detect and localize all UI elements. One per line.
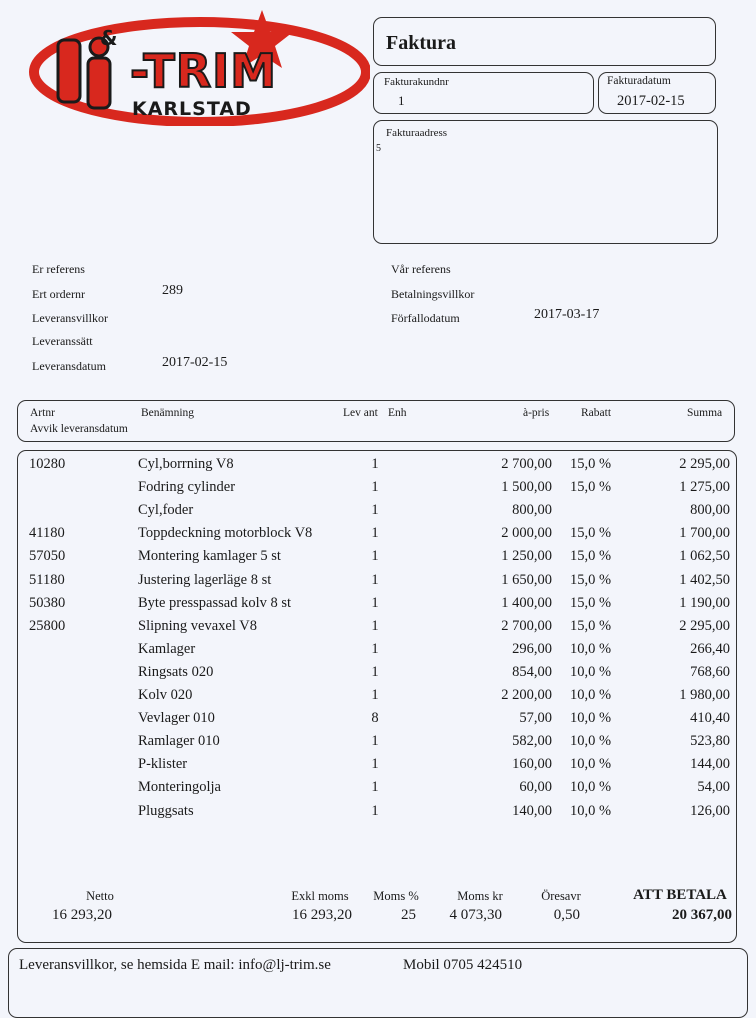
att-betala-label: ATT BETALA <box>633 887 727 903</box>
row-qty: 1 <box>371 594 379 611</box>
logo-amp: & <box>100 26 118 50</box>
row-qty: 1 <box>371 548 379 565</box>
row-name: Pluggsats <box>138 802 194 819</box>
table-row <box>18 548 736 571</box>
row-price: 1 250,00 <box>501 548 552 565</box>
netto-label: Netto <box>86 889 114 903</box>
leveranssatt-label: Leveranssätt <box>32 334 93 348</box>
row-qty: 1 <box>371 779 379 796</box>
att-betala-value: 20 367,00 <box>672 907 732 923</box>
footer-left: Leveransvillkor, se hemsida E mail: info@lj-trim.se <box>19 957 331 973</box>
row-sum: 126,00 <box>690 802 730 819</box>
forfallodatum-label: Förfallodatum <box>391 311 460 325</box>
row-discount: 10,0 % <box>570 779 612 796</box>
table-row <box>18 733 736 756</box>
row-sum: 144,00 <box>690 756 730 773</box>
moms-kr-value: 4 073,30 <box>449 907 502 923</box>
row-price: 296,00 <box>512 640 552 657</box>
moms-kr-label: Moms kr <box>457 889 503 903</box>
row-sum: 2 295,00 <box>679 456 730 472</box>
row-qty: 1 <box>371 640 379 657</box>
table-row <box>18 756 736 779</box>
row-name: Justering lagerläge 8 st <box>138 571 272 588</box>
row-discount: 10,0 % <box>570 640 612 657</box>
row-discount: 15,0 % <box>570 525 612 542</box>
row-qty: 1 <box>371 456 379 472</box>
table-row <box>18 595 736 618</box>
row-discount: 10,0 % <box>570 802 612 819</box>
invoice-address-label: Fakturaadress <box>386 127 448 139</box>
table-row <box>18 502 736 525</box>
row-name: Byte presspassad kolv 8 st <box>138 594 292 611</box>
row-qty: 1 <box>371 571 379 588</box>
row-sum: 1 275,00 <box>679 479 730 496</box>
row-price: 2 700,00 <box>501 456 552 472</box>
row-price: 582,00 <box>512 733 552 750</box>
row-discount: 15,0 % <box>570 456 612 472</box>
row-artnr: 50380 <box>29 594 66 611</box>
row-price: 160,00 <box>512 756 552 773</box>
col-summa: Summa <box>687 407 723 419</box>
logo-trim: -TRIM <box>130 44 278 98</box>
table-row <box>18 641 736 664</box>
table-row <box>18 618 736 641</box>
table-row <box>18 803 736 826</box>
row-price: 60,00 <box>519 779 552 796</box>
customer-no-value: 1 <box>398 93 405 108</box>
row-discount: 15,0 % <box>570 571 612 588</box>
moms-pct-label: Moms % <box>373 889 419 903</box>
row-name: Slipning vevaxel V8 <box>138 617 257 634</box>
row-price: 800,00 <box>512 502 552 519</box>
row-qty: 8 <box>371 710 379 727</box>
row-discount: 10,0 % <box>570 756 612 773</box>
row-sum: 410,40 <box>690 710 730 727</box>
row-sum: 2 295,00 <box>679 617 730 634</box>
row-name: Kamlager <box>138 640 196 657</box>
table-row <box>18 456 736 479</box>
row-qty: 1 <box>371 733 379 750</box>
row-name: Monteringolja <box>138 779 221 796</box>
betalningsvillkor-label: Betalningsvillkor <box>391 287 475 301</box>
row-sum: 1 402,50 <box>679 571 730 588</box>
row-discount: 10,0 % <box>570 710 612 727</box>
leveransdatum-label: Leveransdatum <box>32 359 106 373</box>
leveransvillkor-label: Leveransvillkor <box>32 311 108 325</box>
col-rabatt: Rabatt <box>581 407 612 419</box>
row-name: Cyl,foder <box>138 502 194 519</box>
col-benamning: Benämning <box>141 407 195 419</box>
col-apris: à-pris <box>523 407 550 419</box>
invoice-date-value: 2017-02-15 <box>617 93 685 109</box>
customer-no-label: Fakturakundnr <box>384 76 449 88</box>
table-body <box>17 450 737 943</box>
row-price: 1 500,00 <box>501 479 552 496</box>
row-price: 140,00 <box>512 802 552 819</box>
row-discount: 15,0 % <box>570 594 612 611</box>
row-sum: 1 062,50 <box>679 548 730 565</box>
row-sum: 54,00 <box>697 779 730 796</box>
row-artnr: 10280 <box>29 456 66 472</box>
customer-no-box <box>373 72 594 114</box>
row-name: Toppdeckning motorblock V8 <box>138 525 313 542</box>
row-price: 2 200,00 <box>501 687 552 703</box>
netto-value: 16 293,20 <box>52 907 112 923</box>
row-qty: 1 <box>371 687 379 703</box>
row-sum: 800,00 <box>690 502 730 519</box>
row-name: Kolv 020 <box>138 687 193 703</box>
row-discount: 10,0 % <box>570 663 612 680</box>
table-row <box>18 525 736 548</box>
row-artnr: 51180 <box>29 571 65 588</box>
row-sum: 1 980,00 <box>679 687 730 703</box>
row-sum: 1 700,00 <box>679 525 730 542</box>
row-artnr: 41180 <box>29 525 65 542</box>
er-referens-label: Er referens <box>32 262 85 276</box>
row-name: Ramlager 010 <box>138 733 220 750</box>
ert-ordernr-label: Ert ordernr <box>32 287 85 301</box>
row-sum: 523,80 <box>690 733 730 750</box>
row-price: 2 700,00 <box>501 617 552 634</box>
table-row <box>18 572 736 595</box>
forfallodatum-value: 2017-03-17 <box>534 307 600 322</box>
row-discount: 10,0 % <box>570 733 612 750</box>
invoice-address-value: 5 <box>376 143 381 154</box>
var-referens-label: Vår referens <box>391 262 451 276</box>
invoice-date-box <box>598 72 716 114</box>
row-sum: 1 190,00 <box>679 594 730 611</box>
exkl-moms-value: 16 293,20 <box>292 907 352 923</box>
col-avvik: Avvik leveransdatum <box>30 423 128 435</box>
row-discount: 15,0 % <box>570 479 612 496</box>
row-qty: 1 <box>371 663 379 680</box>
table-row <box>18 687 736 710</box>
invoice-title: Faktura <box>386 32 456 54</box>
oresavr-value: 0,50 <box>553 907 580 923</box>
col-levant: Lev ant <box>343 407 378 419</box>
col-enh: Enh <box>388 407 407 419</box>
ert-ordernr-value: 289 <box>162 283 183 298</box>
invoice-date-label: Fakturadatum <box>607 75 671 87</box>
table-row <box>18 664 736 687</box>
row-name: Ringsats 020 <box>138 663 214 680</box>
row-price: 1 400,00 <box>501 594 552 611</box>
table-row <box>18 479 736 502</box>
footer-right: Mobil 0705 424510 <box>403 957 523 973</box>
company-logo <box>20 8 370 126</box>
row-qty: 1 <box>371 802 379 819</box>
row-name: Montering kamlager 5 st <box>138 548 281 565</box>
table-header <box>17 400 735 442</box>
logo-city: KARLSTAD <box>132 98 252 120</box>
row-price: 1 650,00 <box>501 571 552 588</box>
row-qty: 1 <box>371 525 379 542</box>
invoice-title-box <box>373 17 716 66</box>
row-name: P-klister <box>138 756 188 773</box>
row-price: 2 000,00 <box>501 525 552 542</box>
table-row <box>18 779 736 802</box>
row-name: Vevlager 010 <box>138 710 215 727</box>
oresavr-label: Öresavr <box>541 889 581 903</box>
row-discount: 10,0 % <box>570 687 612 703</box>
row-price: 57,00 <box>519 710 552 727</box>
row-name: Fodring cylinder <box>138 479 236 496</box>
row-sum: 266,40 <box>690 640 730 657</box>
row-qty: 1 <box>371 502 379 519</box>
exkl-moms-label: Exkl moms <box>291 889 349 903</box>
row-artnr: 57050 <box>29 548 66 565</box>
row-qty: 1 <box>371 617 379 634</box>
table-row <box>18 710 736 733</box>
moms-pct-value: 25 <box>401 907 416 923</box>
row-discount: 15,0 % <box>570 548 612 565</box>
leveransdatum-value: 2017-02-15 <box>162 355 228 370</box>
row-artnr: 25800 <box>29 617 66 634</box>
row-discount: 15,0 % <box>570 617 612 634</box>
row-qty: 1 <box>371 479 379 496</box>
row-qty: 1 <box>371 756 379 773</box>
col-artnr: Artnr <box>30 407 55 419</box>
invoice-address-box <box>373 120 718 244</box>
row-sum: 768,60 <box>690 663 730 680</box>
row-name: Cyl,borrning V8 <box>138 456 234 472</box>
row-price: 854,00 <box>512 663 552 680</box>
